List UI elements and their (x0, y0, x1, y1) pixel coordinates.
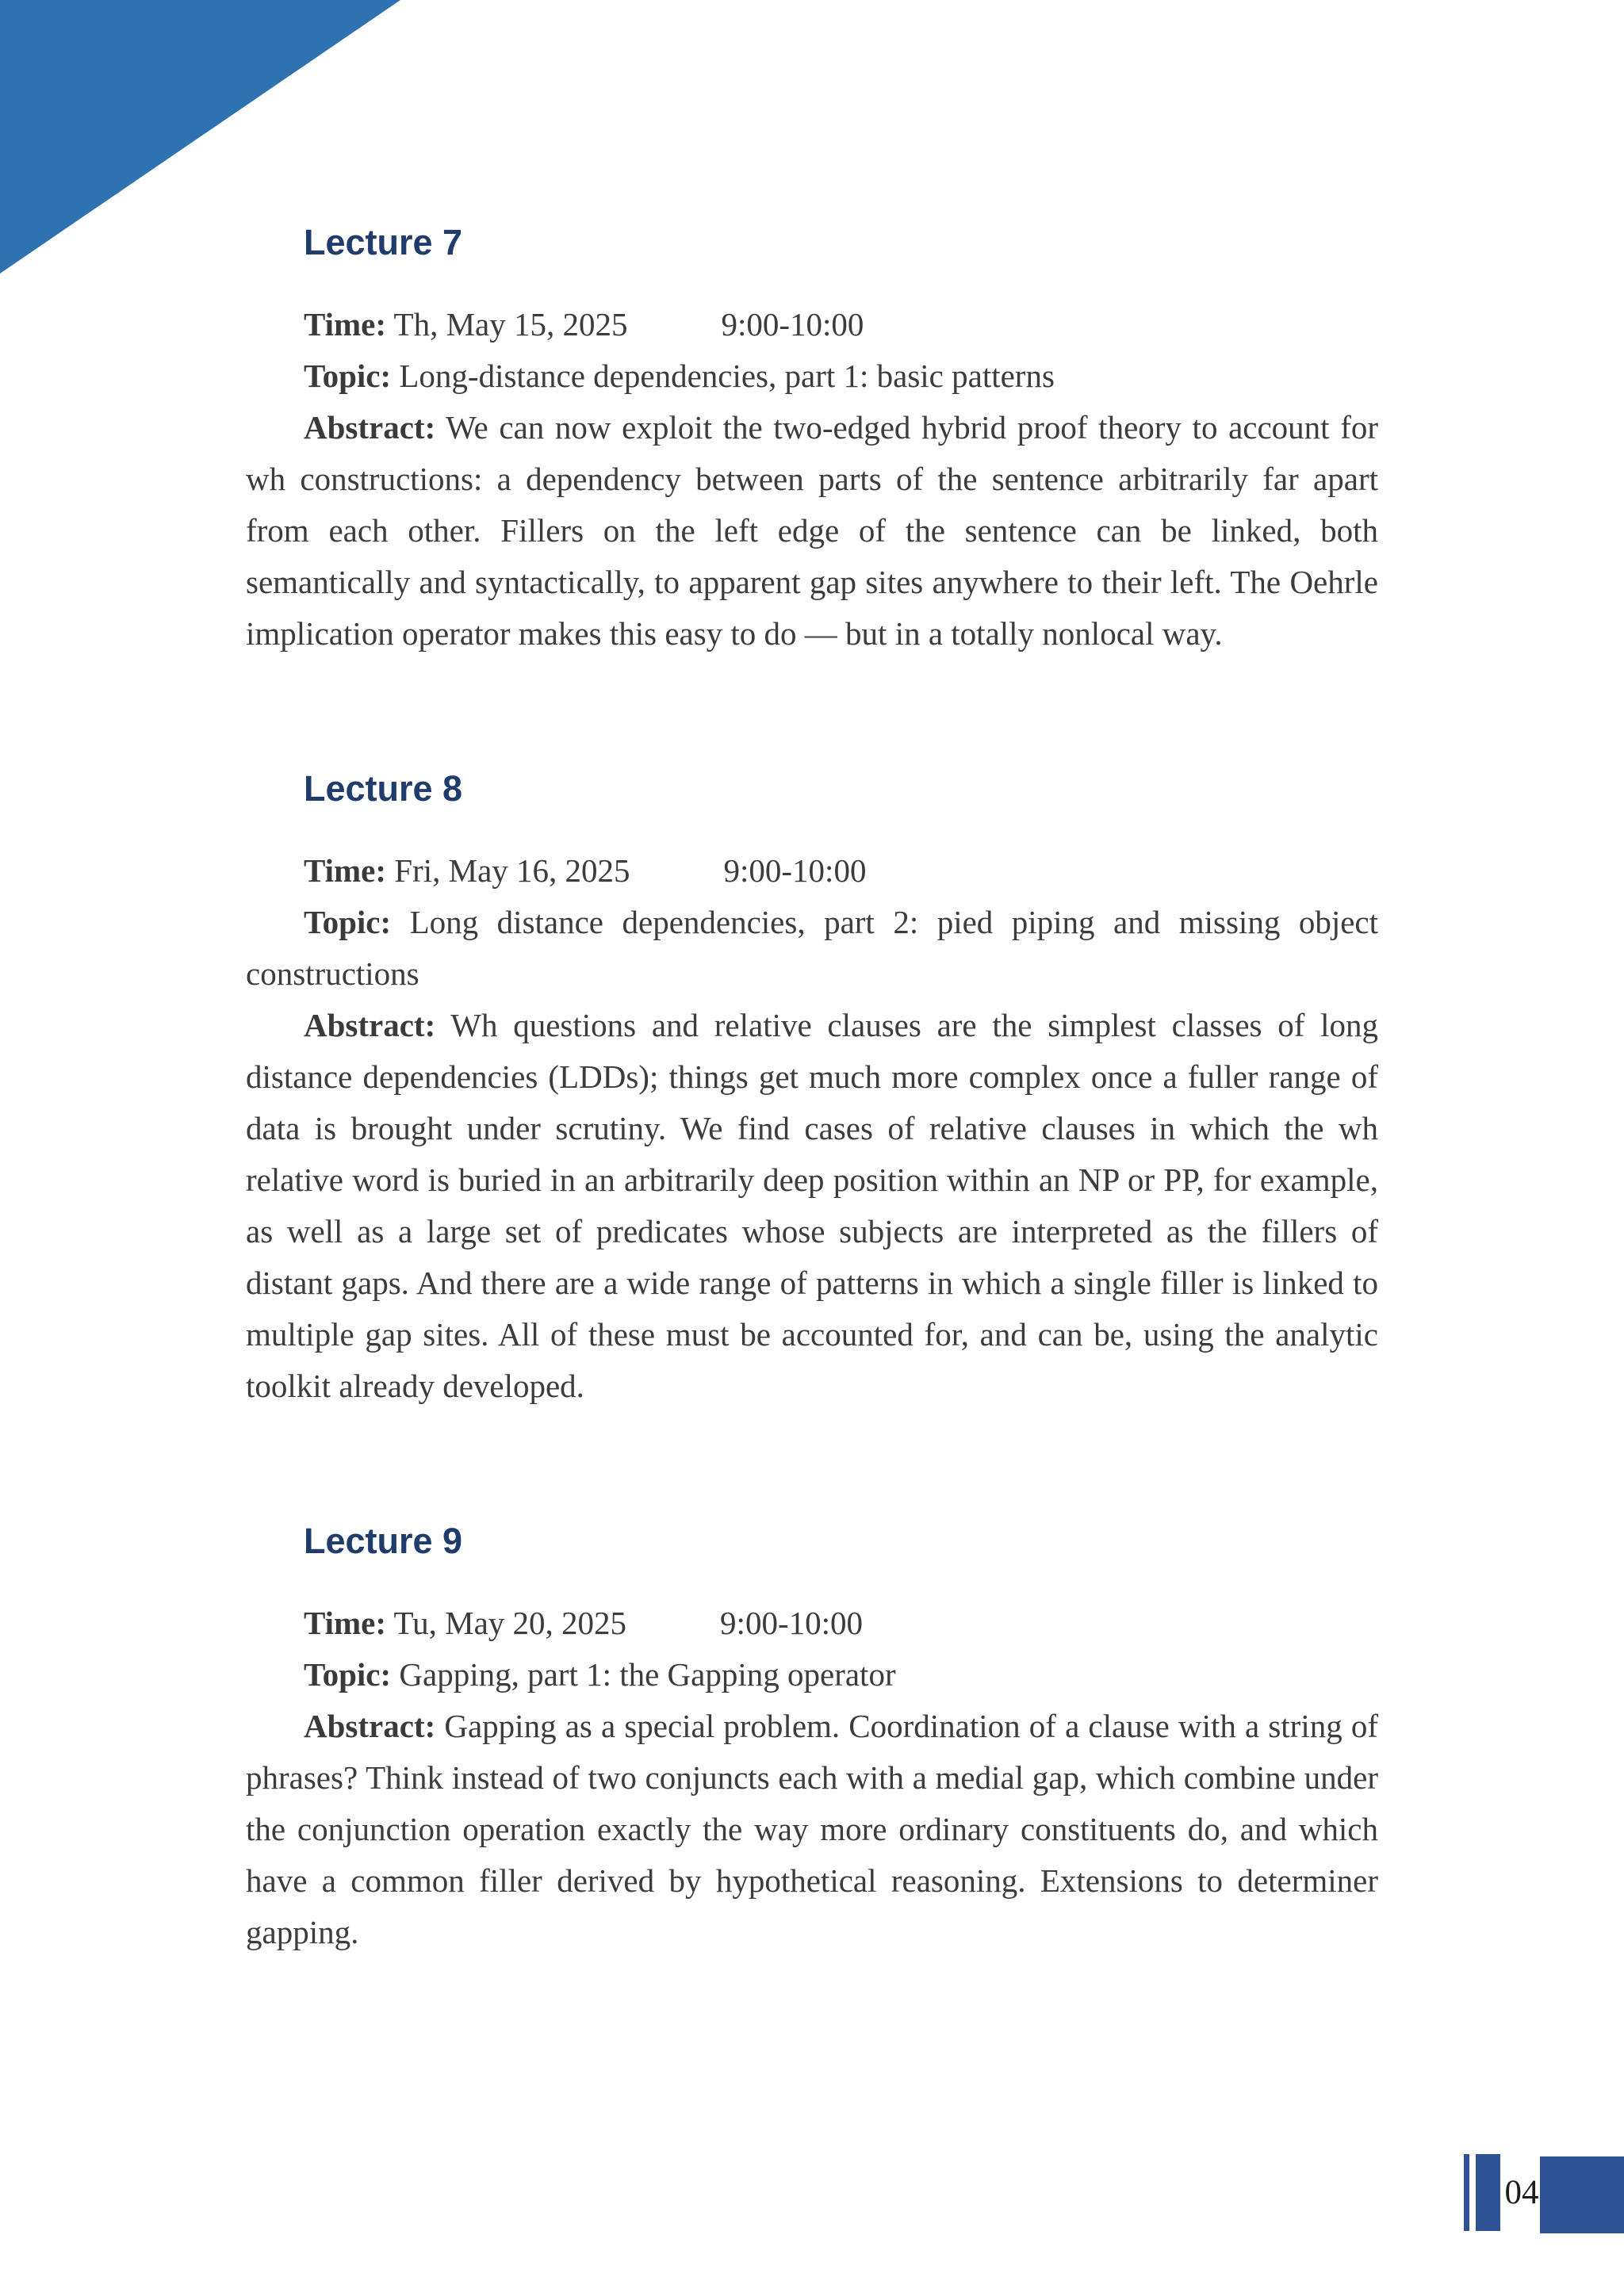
footer-accent-bar-thin (1464, 2154, 1469, 2231)
lecture-section-7 (246, 220, 1378, 660)
lecture-abstract (246, 402, 1378, 660)
lecture-section-8 (246, 767, 1378, 1412)
abstract-label: Abstract: (304, 1007, 436, 1043)
topic-text: Long-distance dependencies, part 1: basic patterns (399, 358, 1055, 394)
lecture-abstract (246, 1000, 1378, 1412)
topic-text: Gapping, part 1: the Gapping operator (399, 1656, 896, 1693)
lecture-time-line (246, 845, 1378, 897)
time-range: 9:00-10:00 (720, 1605, 863, 1641)
footer-accent-bar-thick (1476, 2154, 1500, 2231)
lecture-title: Lecture 8 (304, 768, 463, 809)
topic-text: Long distance dependencies, part 2: pied piping and missing object constructions (246, 904, 1378, 992)
abstract-text: Gapping as a special problem. Coordination of a clause with a string of phrases? Think instead of two conjuncts each with a medial gap, which combine under the conjunction operation exactly the way more ordinary constituents do, and which have a common filler derived by hypothetical reasoning. Extensions to determiner gapping. (246, 1708, 1379, 1950)
time-range: 9:00-10:00 (721, 306, 864, 342)
lecture-time-line (246, 1598, 1378, 1649)
time-range: 9:00-10:00 (723, 852, 867, 889)
topic-label: Topic: (304, 904, 392, 940)
lecture-time-line (246, 299, 1378, 350)
lecture-list (246, 220, 1378, 1958)
time-date: Tu, May 20, 2025 (393, 1605, 627, 1641)
topic-label: Topic: (304, 1656, 392, 1693)
page-number: 04 (1504, 2174, 1539, 2211)
abstract-label: Abstract: (304, 1708, 436, 1744)
time-label: Time: (304, 1605, 387, 1641)
lecture-title: Lecture 7 (304, 222, 463, 262)
lecture-topic-line (246, 1649, 1378, 1701)
lecture-abstract (246, 1701, 1378, 1958)
time-date: Fri, May 16, 2025 (394, 852, 630, 889)
time-date: Th, May 15, 2025 (393, 306, 628, 342)
lecture-section-9 (246, 1519, 1378, 1958)
time-label: Time: (304, 852, 387, 889)
lecture-topic-line (246, 350, 1378, 402)
lecture-title: Lecture 9 (304, 1521, 463, 1561)
abstract-text: We can now exploit the two-edged hybrid proof theory to account for wh constructions: a dependency between parts of the sentence arbitrarily far apart from each other. Fillers on the left edge of the sentence can be linked, both semantically and syntactically, to apparent gap sites anywhere to their left. The Oehrle implication operator makes this easy to do — but in a totally nonlocal way. (246, 409, 1379, 652)
footer-accent-rectangle (1540, 2156, 1624, 2233)
topic-label: Topic: (304, 358, 392, 394)
lecture-topic-line (246, 897, 1378, 1000)
abstract-label: Abstract: (304, 409, 436, 446)
time-label: Time: (304, 306, 387, 342)
abstract-text: Wh questions and relative clauses are the simplest classes of long distance dependencies (LDDs); things get much more complex once a fuller range of data is brought under scrutiny. We find cases of relative clauses in which the wh relative word is buried in an arbitrarily deep position within an NP or PP, for example, as well as a large set of predicates whose subjects are interpreted as the fillers of distant gaps. And there are a wide range of patterns in which a single filler is linked to multiple gap sites. All of these must be accounted for, and can be, using the analytic toolkit already developed. (246, 1007, 1379, 1404)
